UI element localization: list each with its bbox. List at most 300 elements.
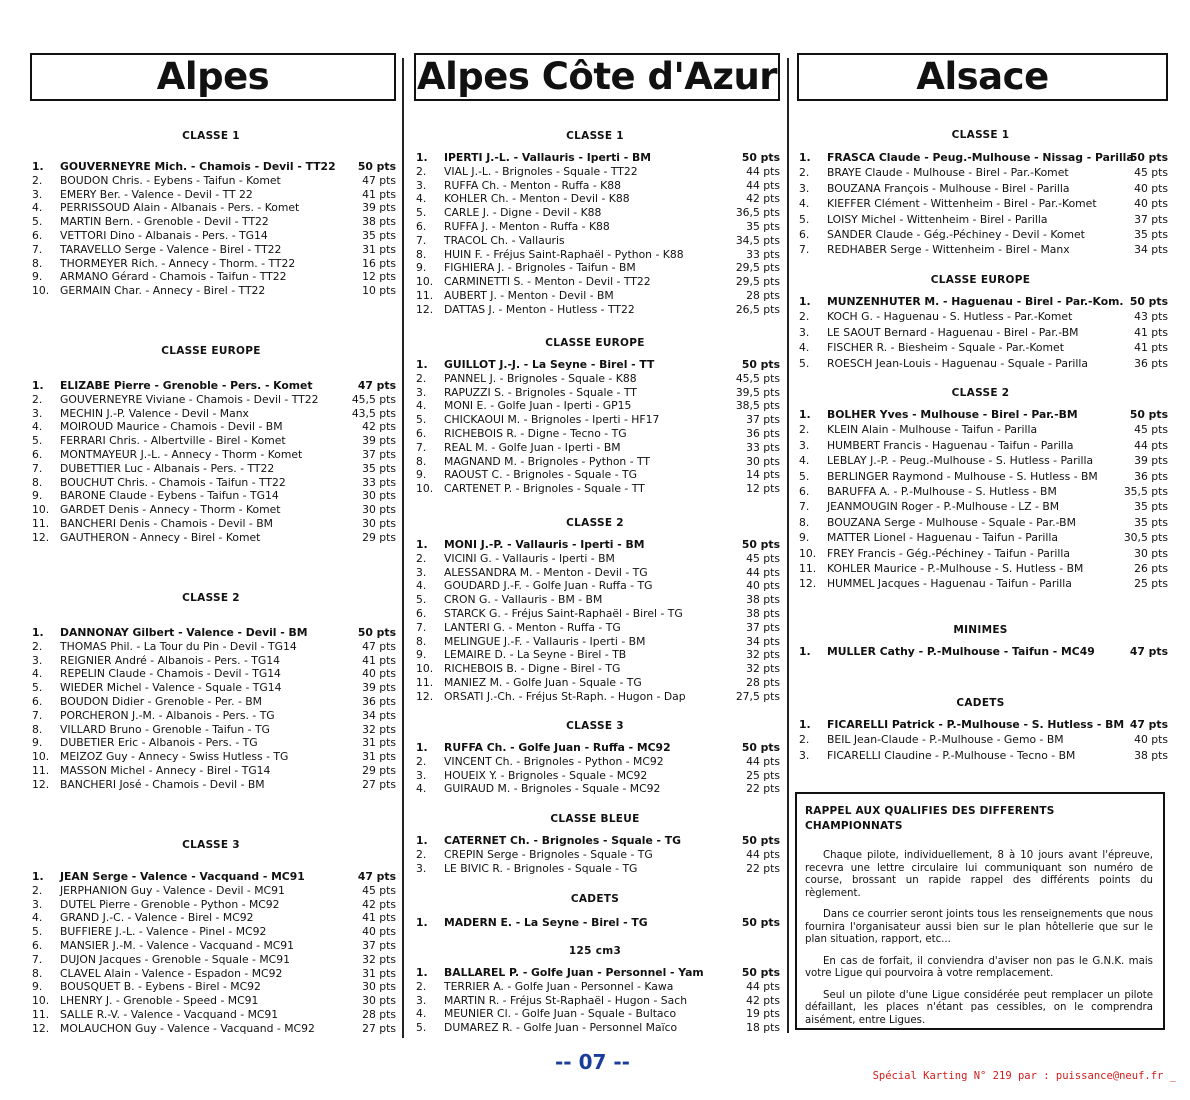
ranking-row	[410, 220, 780, 234]
points: 12 pts	[746, 482, 780, 496]
points: 29,5 pts	[735, 261, 780, 275]
notice-paragraph: Seul un pilote d'une Ligue considérée peut remplacer un pilote défaillant, les places n'étant pas cessibles, on le comprendra aisément, entre Ligues.	[805, 989, 1153, 1026]
rank: 8.	[416, 454, 427, 468]
ranking-row	[410, 552, 780, 566]
rank: 3.	[799, 748, 810, 762]
driver-entry: GUIRAUD M. - Brignoles - Squale - MC92	[444, 782, 661, 796]
points: 45 pts	[1134, 166, 1168, 180]
ranking-row	[793, 577, 1168, 591]
driver-entry: PERRISSOUD Alain - Albanais - Pers. - Komet	[60, 201, 300, 215]
points: 30 pts	[746, 454, 780, 468]
points: 40 pts	[1134, 733, 1168, 747]
ranking-row	[793, 310, 1168, 324]
driver-entry: FREY Francis - Gég.-Péchiney - Taifun - Parilla	[827, 546, 1070, 560]
driver-entry: DANNONAY Gilbert - Valence - Devil - BM	[60, 626, 308, 639]
rank: 2.	[416, 979, 427, 993]
points: 41 pts	[362, 653, 396, 667]
driver-entry: KIEFFER Clément - Wittenheim - Birel - Par.-Komet	[827, 197, 1097, 211]
driver-entry: DUTEL Pierre - Grenoble - Python - MC92	[60, 897, 280, 911]
ranking-row	[410, 862, 780, 876]
ranking-row	[26, 270, 396, 284]
points: 50 pts	[1129, 408, 1168, 421]
ranking-row	[26, 1008, 396, 1022]
points: 50 pts	[741, 834, 780, 847]
rank: 12.	[799, 577, 817, 591]
driver-entry: HUIN F. - Fréjus Saint-Raphaël - Python - K88	[444, 247, 684, 261]
driver-entry: MATTER Lionel - Haguenau - Taifun - Parilla	[827, 531, 1058, 545]
driver-entry: JEAN Serge - Valence - Vacquand - MC91	[60, 870, 305, 883]
rank: 1.	[799, 718, 811, 731]
section-title: CLASSE 2	[951, 387, 1010, 399]
points: 30 pts	[362, 503, 396, 517]
notice-paragraph: En cas de forfait, il conviendra d'aviser non pas le G.N.K. mais votre Ligue qui pourvoira à votre remplacement.	[805, 955, 1153, 979]
points: 33 pts	[746, 440, 780, 454]
rank: 1.	[32, 626, 44, 639]
section-title: CLASSE 1	[566, 130, 624, 142]
rank: 10.	[32, 994, 50, 1008]
points: 35,5 pts	[1123, 485, 1168, 498]
rank: 1.	[416, 151, 428, 164]
ranking-row	[26, 681, 396, 695]
driver-entry: BEIL Jean-Claude - P.-Mulhouse - Gemo - BM	[827, 733, 1064, 747]
rank: 11.	[32, 517, 50, 530]
points: 45 pts	[1134, 423, 1168, 437]
ranking-row	[410, 206, 780, 220]
rank: 7.	[32, 461, 43, 475]
driver-entry: RUFFA Ch. - Golfe Juan - Ruffa - MC92	[444, 741, 671, 754]
driver-entry: VIAL J.-L. - Brignoles - Squale - TT22	[444, 164, 638, 178]
rank: 9.	[799, 531, 810, 545]
points: 41 pts	[362, 187, 396, 201]
driver-entry: TRACOL Ch. - Vallauris	[444, 233, 565, 247]
rank: 1.	[416, 966, 428, 979]
rank: 12.	[32, 777, 50, 791]
points: 43 pts	[1134, 310, 1168, 324]
ranking-row	[410, 621, 780, 635]
points: 50 pts	[741, 916, 780, 929]
rank: 12.	[416, 689, 434, 703]
driver-entry: BALLAREL P. - Golfe Juan - Personnel - Yam	[444, 966, 704, 979]
ranking-row	[410, 566, 780, 580]
driver-entry: VETTORI Dino - Albanais - Pers. - TG14	[60, 229, 268, 242]
driver-entry: FICARELLI Claudine - P.-Mulhouse - Tecno - BM	[827, 748, 1076, 762]
driver-entry: FRASCA Claude - Peug.-Mulhouse - Nissag - Parilla	[827, 151, 1134, 164]
points: 37 pts	[362, 448, 396, 461]
driver-entry: RUFFA J. - Menton - Ruffa - K88	[444, 220, 610, 233]
ranking-row	[793, 166, 1168, 180]
rank: 11.	[416, 676, 434, 689]
ranking-row	[26, 420, 396, 434]
driver-entry: GOUVERNEYRE Viviane - Chamois - Devil - TT22	[60, 392, 319, 406]
ranking-row	[26, 448, 396, 462]
rank: 3.	[32, 187, 43, 201]
points: 19 pts	[746, 1007, 780, 1021]
driver-entry: PORCHERON J.-M. - Albanois - Pers. - TG	[60, 708, 275, 722]
points: 40 pts	[1134, 197, 1168, 211]
driver-entry: VICINI G. - Vallauris - Iperti - BM	[444, 551, 615, 565]
rank: 10.	[416, 662, 434, 676]
rank: 11.	[32, 1008, 50, 1021]
points: 16 pts	[362, 256, 396, 270]
driver-entry: CLAVEL Alain - Valence - Espadon - MC92	[60, 966, 283, 980]
notice-paragraph: Dans ce courrier seront joints tous les renseignements que nous fournira l'organisateur aussi bien sur le plan hôtellerie que sur le plan situation, rapport, etc...	[805, 909, 1153, 945]
ranking-row	[26, 393, 396, 407]
section-title: CLASSE 3	[566, 720, 624, 732]
points: 40 pts	[362, 925, 396, 939]
driver-entry: ELIZABE Pierre - Grenoble - Pers. - Komet	[60, 379, 313, 392]
rank: 11.	[799, 562, 817, 575]
driver-entry: CARLE J. - Digne - Devil - K88	[444, 206, 602, 220]
points: 45,5 pts	[351, 392, 396, 406]
rank: 9.	[32, 736, 43, 750]
points: 50 pts	[741, 538, 780, 551]
rank: 3.	[416, 993, 427, 1007]
ranking-row	[410, 690, 780, 704]
rank: 10.	[416, 275, 434, 289]
ranking-row	[793, 547, 1168, 561]
points: 29 pts	[362, 764, 396, 777]
driver-entry: TARAVELLO Serge - Valence - Birel - TT22	[60, 242, 282, 256]
region-header: Alpes	[30, 53, 396, 101]
rank: 10.	[416, 482, 434, 496]
ranking-row	[793, 718, 1168, 732]
rank: 5.	[416, 1021, 427, 1035]
rank: 8.	[32, 256, 43, 270]
rank: 4.	[32, 201, 43, 215]
ranking-row	[26, 709, 396, 723]
points: 35 pts	[1134, 515, 1168, 529]
driver-entry: BOUZANA François - Mulhouse - Birel - Parilla	[827, 181, 1070, 195]
ranking-row	[26, 898, 396, 912]
driver-entry: REIGNIER André - Albanois - Pers. - TG14	[60, 653, 280, 667]
ranking-row	[26, 764, 396, 778]
points: 30,5 pts	[1123, 531, 1168, 545]
points: 47 pts	[357, 379, 396, 392]
points: 41 pts	[362, 911, 396, 925]
points: 47 pts	[1129, 645, 1168, 658]
points: 31 pts	[362, 242, 396, 256]
points: 29 pts	[362, 530, 396, 544]
driver-entry: KOHLER Ch. - Menton - Devil - K88	[444, 192, 630, 206]
points: 45 pts	[746, 551, 780, 565]
rank: 7.	[32, 708, 43, 722]
rank: 3.	[416, 768, 427, 782]
ranking-row	[410, 916, 780, 930]
driver-entry: LE BIVIC R. - Brignoles - Squale - TG	[444, 861, 638, 875]
driver-entry: GRAND J.-C. - Valence - Birel - MC92	[60, 911, 254, 925]
driver-entry: CARTENET P. - Brignoles - Squale - TT	[444, 482, 645, 496]
points: 32 pts	[746, 648, 780, 662]
ranking-row	[410, 441, 780, 455]
rank: 2.	[416, 847, 427, 861]
points: 38 pts	[746, 593, 780, 607]
points: 27,5 pts	[735, 689, 780, 703]
ranking-row	[26, 160, 396, 174]
points: 47 pts	[362, 173, 396, 187]
section-title: CLASSE 3	[182, 839, 240, 851]
points: 18 pts	[746, 1021, 780, 1035]
rank: 8.	[32, 475, 43, 489]
points: 37 pts	[362, 939, 396, 952]
driver-entry: DUJON Jacques - Grenoble - Squale - MC91	[60, 952, 290, 966]
ranking-row	[26, 939, 396, 953]
points: 34 pts	[1134, 243, 1168, 257]
driver-entry: EMERY Ber. - Valence - Devil - TT 22	[60, 187, 253, 201]
ranking-row	[26, 980, 396, 994]
ranking-row	[793, 228, 1168, 242]
points: 40 pts	[362, 667, 396, 681]
points: 31 pts	[362, 966, 396, 980]
driver-entry: MONI E. - Golfe Juan - Iperti - GP15	[444, 399, 632, 413]
ranking-row	[26, 994, 396, 1008]
rank: 1.	[32, 160, 44, 173]
points: 10 pts	[362, 284, 396, 298]
points: 39 pts	[362, 434, 396, 448]
driver-entry: MECHIN J.-P. Valence - Devil - Manx	[60, 406, 249, 420]
driver-entry: MOIROUD Maurice - Chamois - Devil - BM	[60, 420, 283, 434]
ranking-row	[793, 562, 1168, 576]
ranking-row	[26, 626, 396, 640]
rank: 5.	[799, 356, 810, 370]
points: 50 pts	[741, 151, 780, 164]
driver-entry: HOUEIX Y. - Brignoles - Squale - MC92	[444, 768, 648, 782]
ranking-row	[793, 326, 1168, 340]
rank: 5.	[416, 413, 427, 427]
points: 28 pts	[746, 289, 780, 302]
driver-entry: BOUCHUT Chris. - Chamois - Taifun - TT22	[60, 475, 286, 489]
column-divider	[787, 58, 789, 1033]
ranking-row	[793, 733, 1168, 747]
driver-entry: FICARELLI Patrick - P.-Mulhouse - S. Hutless - BM	[827, 718, 1125, 731]
driver-entry: KLEIN Alain - Mulhouse - Taifun - Parilla	[827, 423, 1038, 437]
ranking-row	[793, 408, 1168, 422]
driver-entry: CRON G. - Vallauris - BM - BM	[444, 593, 603, 607]
driver-entry: REAL M. - Golfe Juan - Iperti - BM	[444, 440, 621, 454]
ranking-row	[410, 234, 780, 248]
driver-entry: MELINGUE J.-F. - Vallauris - Iperti - BM	[444, 634, 646, 648]
ranking-row	[410, 593, 780, 607]
ranking-row	[26, 911, 396, 925]
rank: 6.	[416, 607, 427, 620]
rank: 2.	[32, 883, 43, 897]
rank: 2.	[416, 371, 427, 385]
ranking-row	[26, 884, 396, 898]
points: 50 pts	[741, 741, 780, 754]
section-title: CLASSE EUROPE	[930, 274, 1031, 286]
points: 33 pts	[362, 475, 396, 489]
rank: 2.	[416, 164, 427, 178]
points: 44 pts	[746, 754, 780, 768]
points: 26 pts	[1134, 562, 1168, 575]
rank: 6.	[32, 448, 43, 461]
rank: 4.	[416, 399, 427, 413]
driver-entry: TERRIER A. - Golfe Juan - Personnel - Kawa	[444, 979, 674, 993]
driver-entry: MANSIER J.-M. - Valence - Vacquand - MC91	[60, 939, 295, 952]
ranking-row	[26, 489, 396, 503]
ranking-row	[26, 434, 396, 448]
rank: 1.	[416, 538, 428, 551]
points: 42 pts	[362, 420, 396, 434]
points: 44 pts	[746, 178, 780, 192]
rank: 3.	[416, 861, 427, 875]
points: 40 pts	[1134, 181, 1168, 195]
ranking-row	[26, 750, 396, 764]
points: 43,5 pts	[351, 406, 396, 420]
column-divider	[402, 58, 404, 1038]
driver-entry: BRAYE Claude - Mulhouse - Birel - Par.-Komet	[827, 166, 1069, 180]
driver-entry: MARTIN R. - Fréjus St-Raphaël - Hugon - Sach	[444, 993, 688, 1007]
rank: 1.	[799, 151, 811, 164]
driver-entry: CATERNET Ch. - Brignoles - Squale - TG	[444, 834, 682, 847]
rank: 2.	[32, 173, 43, 187]
rank: 6.	[416, 220, 427, 233]
ranking-row	[26, 953, 396, 967]
points: 36 pts	[746, 427, 780, 440]
driver-entry: REPELIN Claude - Chamois - Devil - TG14	[60, 667, 281, 681]
points: 50 pts	[741, 966, 780, 979]
points: 36,5 pts	[735, 206, 780, 220]
ranking-row	[410, 372, 780, 386]
rank: 9.	[32, 980, 43, 994]
driver-entry: IPERTI J.-L. - Vallauris - Iperti - BM	[444, 151, 651, 164]
ranking-row	[26, 284, 396, 298]
ranking-row	[410, 386, 780, 400]
driver-entry: JERPHANION Guy - Valence - Devil - MC91	[60, 883, 285, 897]
ranking-row	[793, 500, 1168, 514]
ranking-row	[793, 213, 1168, 227]
driver-entry: GAUTHERON - Annecy - Birel - Komet	[60, 530, 261, 544]
rank: 8.	[32, 966, 43, 980]
driver-entry: ORSATI J.-Ch. - Fréjus St-Raph. - Hugon - Dap	[444, 689, 686, 703]
ranking-row	[26, 229, 396, 243]
points: 28 pts	[362, 1008, 396, 1021]
ranking-row	[410, 848, 780, 862]
points: 37 pts	[746, 620, 780, 634]
rank: 11.	[32, 764, 50, 777]
driver-entry: DUMAREZ R. - Golfe Juan - Personnel Maïco	[444, 1021, 678, 1035]
rank: 7.	[416, 440, 427, 454]
rank: 3.	[416, 565, 427, 579]
points: 50 pts	[357, 626, 396, 639]
driver-entry: RAOUST C. - Brignoles - Squale - TG	[444, 468, 637, 482]
rank: 1.	[416, 741, 428, 754]
section-title: CLASSE EUROPE	[161, 345, 261, 357]
ranking-row	[26, 531, 396, 545]
ranking-row	[793, 423, 1168, 437]
driver-entry: RICHEBOIS R. - Digne - Tecno - TG	[444, 427, 627, 440]
rank: 1.	[416, 916, 428, 929]
rank: 11.	[416, 289, 434, 302]
ranking-row	[410, 413, 780, 427]
points: 38 pts	[1134, 748, 1168, 762]
rank: 6.	[32, 695, 43, 708]
section-title: MINIMES	[953, 624, 1008, 636]
points: 37 pts	[746, 413, 780, 427]
driver-entry: LEBLAY J.-P. - Peug.-Mulhouse - S. Hutless - Parilla	[827, 454, 1094, 468]
rank: 5.	[416, 593, 427, 607]
points: 29,5 pts	[735, 275, 780, 289]
points: 26,5 pts	[735, 302, 780, 316]
points: 38,5 pts	[735, 399, 780, 413]
points: 42 pts	[362, 897, 396, 911]
ranking-row	[410, 399, 780, 413]
ranking-row	[793, 197, 1168, 211]
ranking-row	[410, 427, 780, 441]
ranking-row	[410, 980, 780, 994]
ranking-row	[26, 1022, 396, 1036]
rank: 7.	[32, 952, 43, 966]
rank: 5.	[32, 215, 43, 229]
driver-entry: LHENRY J. - Grenoble - Speed - MC91	[60, 994, 259, 1008]
driver-entry: GERMAIN Char. - Annecy - Birel - TT22	[60, 284, 266, 298]
points: 22 pts	[746, 861, 780, 875]
rank: 10.	[32, 750, 50, 764]
rank: 5.	[416, 206, 427, 220]
rank: 5.	[32, 925, 43, 939]
driver-entry: AUBERT J. - Menton - Devil - BM	[444, 289, 614, 302]
driver-entry: MEIZOZ Guy - Annecy - Swiss Hutless - TG	[60, 750, 289, 764]
section-title: CLASSE 1	[182, 130, 240, 142]
points: 35 pts	[746, 220, 780, 233]
driver-entry: BERLINGER Raymond - Mulhouse - S. Hutless - BM	[827, 469, 1098, 483]
points: 36 pts	[1134, 356, 1168, 370]
points: 30 pts	[1134, 546, 1168, 560]
ranking-row	[410, 741, 780, 755]
ranking-row	[793, 295, 1168, 309]
driver-entry: LE SAOUT Bernard - Haguenau - Birel - Par.-BM	[827, 325, 1079, 339]
driver-entry: BOLHER Yves - Mulhouse - Birel - Par.-BM	[827, 408, 1078, 421]
points: 27 pts	[362, 1021, 396, 1035]
points: 14 pts	[746, 468, 780, 482]
points: 47 pts	[1129, 718, 1168, 731]
ranking-row	[410, 782, 780, 796]
ranking-row	[793, 470, 1168, 484]
driver-entry: GARDET Denis - Annecy - Thorm - Komet	[60, 503, 281, 517]
driver-entry: FISCHER R. - Biesheim - Squale - Par.-Komet	[827, 341, 1064, 355]
ranking-row	[26, 201, 396, 215]
ranking-row	[26, 723, 396, 737]
points: 41 pts	[1134, 341, 1168, 355]
driver-entry: THORMEYER Rich. - Annecy - Thorm. - TT22	[60, 256, 296, 270]
section-title: CLASSE 2	[566, 517, 624, 529]
ranking-row	[410, 538, 780, 552]
points: 39 pts	[362, 681, 396, 695]
driver-entry: LANTERI G. - Menton - Ruffa - TG	[444, 620, 621, 634]
page-number: -- 07 --	[555, 1050, 630, 1074]
driver-entry: BANCHERI Denis - Chamois - Devil - BM	[60, 517, 273, 530]
points: 45,5 pts	[735, 371, 780, 385]
driver-entry: JEANMOUGIN Roger - P.-Mulhouse - LZ - BM	[827, 500, 1060, 514]
points: 35 pts	[1134, 228, 1168, 241]
ranking-row	[26, 188, 396, 202]
ranking-row	[410, 468, 780, 482]
points: 44 pts	[746, 164, 780, 178]
ranking-row	[410, 994, 780, 1008]
driver-entry: SALLE R.-V. - Valence - Vacquand - MC91	[60, 1008, 279, 1021]
points: 30 pts	[362, 489, 396, 503]
rank: 7.	[799, 500, 810, 514]
ranking-row	[26, 243, 396, 257]
driver-entry: BOUSQUET B. - Eybens - Birel - MC92	[60, 980, 261, 994]
ranking-row	[793, 485, 1168, 499]
rank: 8.	[799, 515, 810, 529]
section-title: 125 cm3	[568, 945, 622, 957]
rank: 4.	[32, 911, 43, 925]
ranking-row	[410, 289, 780, 303]
ranking-row	[26, 257, 396, 271]
driver-entry: WIEDER Michel - Valence - Squale - TG14	[60, 681, 282, 695]
section-title: CLASSE BLEUE	[550, 813, 640, 825]
